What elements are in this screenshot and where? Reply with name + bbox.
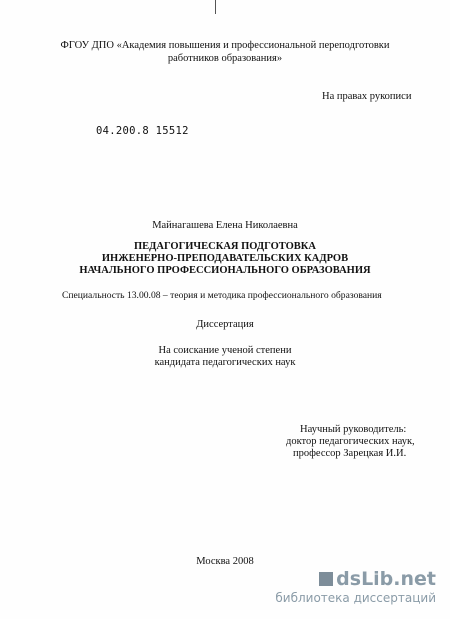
title-line-1: ПЕДАГОГИЧЕСКАЯ ПОДГОТОВКА <box>134 241 316 252</box>
title-line-2: ИНЖЕНЕРНО-ПРЕПОДАВАТЕЛЬСКИХ КАДРОВ <box>101 253 349 264</box>
supervisor-line-1: Научный руководитель: <box>300 424 407 435</box>
degree-line-1: На соискание ученой степени <box>158 345 292 356</box>
watermark-logo <box>275 569 436 589</box>
institution-line-1: ФГОУ ДПО «Академия повышения и профессиональной переподготовки <box>60 40 390 51</box>
registration-number: 04.200.8 15512 <box>96 125 189 137</box>
city-year: Москва 2008 <box>196 556 254 567</box>
institution-line-2: работников образования» <box>167 53 283 64</box>
document-type: Диссертация <box>196 319 254 330</box>
watermark <box>275 569 436 605</box>
specialty: Специальность 13.00.08 – теория и методика профессионального образования <box>62 290 382 301</box>
scan-mark <box>215 0 216 14</box>
degree-line-2: кандидата педагогических наук <box>154 357 296 368</box>
watermark-subtitle: библиотека диссертаций <box>275 591 436 605</box>
manuscript-note: На правах рукописи <box>322 91 412 102</box>
supervisor-line-3: профессор Зарецкая И.И. <box>293 448 407 459</box>
author-name: Майнагашева Елена Николаевна <box>152 220 298 231</box>
logo-square-icon <box>319 572 333 586</box>
watermark-logo-text: dsLib.net <box>336 568 436 590</box>
title-line-3: НАЧАЛЬНОГО ПРОФЕССИОНАЛЬНОГО ОБРАЗОВАНИЯ <box>79 265 371 276</box>
supervisor-line-2: доктор педагогических наук, <box>286 436 415 447</box>
